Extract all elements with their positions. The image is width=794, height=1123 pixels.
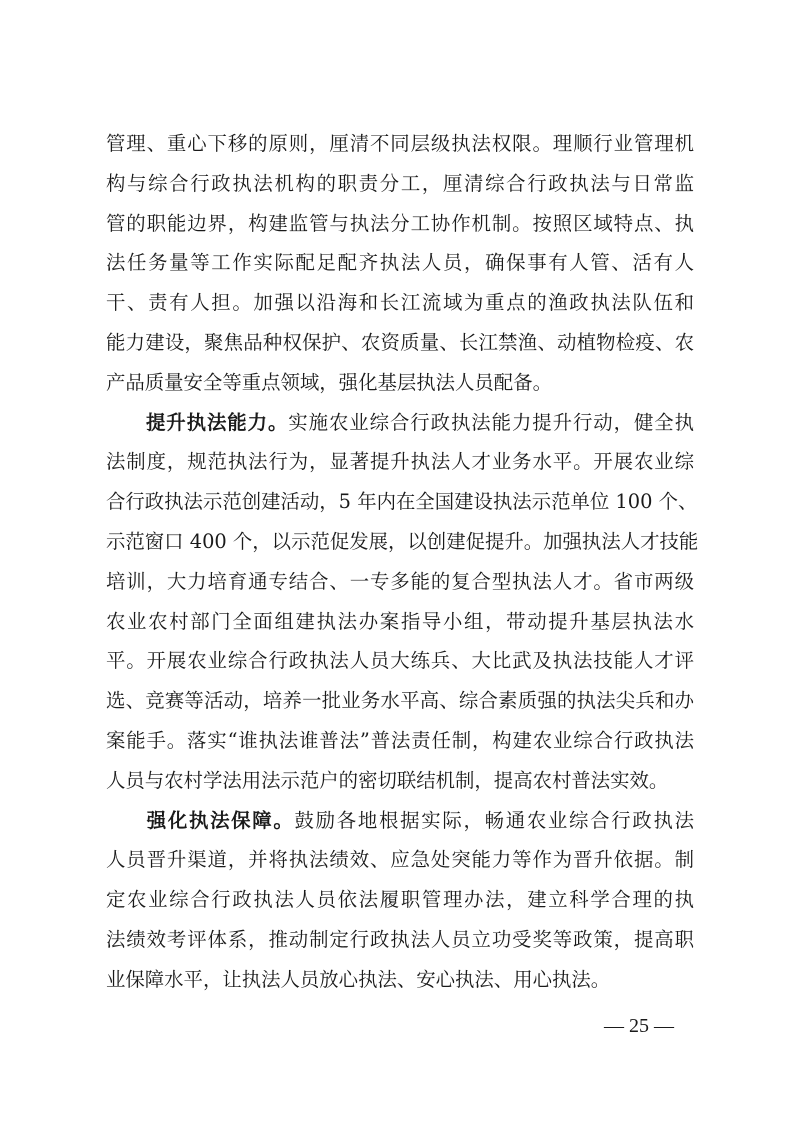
paragraph-line: 选、竞赛等活动，培养一批业务水平高、综合素质强的执法尖兵和办 [106,689,694,713]
paragraph-line: 法任务量等工作实际配足配齐执法人员，确保事有人管、活有人 [106,251,694,275]
paragraph-line: 管的职能边界，构建监管与执法分工协作机制。按照区域特点、执 [106,211,694,235]
paragraph-line: 干、责有人担。加强以沿海和长江流域为重点的渔政执法队伍和 [106,291,694,315]
paragraph-line: 产品质量安全等重点领域，强化基层执法人员配备。 [106,370,552,394]
paragraph-line: 法绩效考评体系，推动制定行政执法人员立功受奖等政策，提高职 [106,927,694,951]
paragraph-line: 合行政执法示范创建活动，5 年内在全国建设执法示范单位 100 个、 [106,490,698,514]
paragraph-line: 案能手。落实“谁执法谁普法”普法责任制，构建农业综合行政执法 [106,728,694,752]
paragraph-line: 业保障水平，让执法人员放心执法、安心执法、用心执法。 [106,967,611,991]
paragraph-line: 法制度，规范执法行为，显著提升执法人才业务水平。开展农业综 [106,450,694,474]
paragraph-line: 管理、重心下移的原则，厘清不同层级执法权限。理顺行业管理机 [106,132,694,155]
paragraph-line: 定农业综合行政执法人员依法履职管理办法，建立科学合理的执 [106,888,694,912]
paragraph-line: 人员与农村学法用法示范户的密切联结机制，提高农村普法实效。 [106,768,669,792]
paragraph-line: 人员晋升渠道，并将执法绩效、应急处突能力等作为晋升依据。制 [106,848,694,872]
paragraph-line: 平。开展农业综合行政执法人员大练兵、大比武及执法技能人才评 [106,649,694,673]
paragraph-3 [106,801,694,1000]
document-body [106,124,699,1000]
paragraph-first-line [106,403,694,443]
paragraph-line: 能力建设，聚焦品种权保护、农资质量、长江禁渔、动植物检疫、农 [106,330,694,354]
paragraph-line: 培训，大力培育通专结合、一专多能的复合型执法人才。省市两级 [106,569,694,593]
paragraph-first-line [106,801,694,841]
section-heading-strengthen-guarantee: 强化执法保障。 [145,808,295,832]
paragraph-line: 示范窗口 400 个，以示范促发展，以创建促提升。加强执法人才技能 [106,529,699,553]
page-number: — 25 — [604,1015,674,1037]
paragraph-line: 农业农村部门全面组建执法办案指导小组，带动提升基层执法水 [106,609,694,633]
paragraph-text: 实施农业综合行政执法能力提升行动，健全执 [288,410,695,434]
paragraph-2 [106,403,699,801]
section-heading-enhance-capacity: 提升执法能力。 [145,410,289,434]
paragraph-line: 构与综合行政执法机构的职责分工，厘清综合行政执法与日常监 [106,171,694,195]
paragraph-1 [106,124,694,403]
paragraph-text: 鼓励各地根据实际，畅通农业综合行政执法 [294,808,695,832]
